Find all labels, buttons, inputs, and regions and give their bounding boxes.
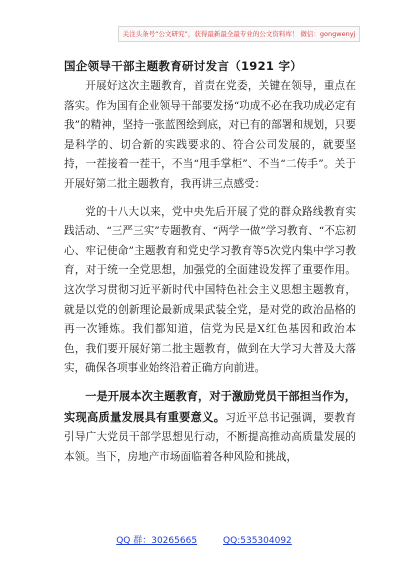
document-body [64,77,356,467]
paragraph-text: 开展好这次主题教育，首责在党委，关键在领导，重点在落实。作为国有企业领导干部要发扬“功成不必在我功成必定有我”的精神，坚持一张蓝图绘到底，对已有的部署和规划，只要是科学的、切合新的实践要求的、符合公司发展的，就要坚持，一茬接着一茬干，不当“甩手掌柜”、不当“二传手”。关于开展好第二批主题教育，我再讲三点感受： [64,80,356,190]
paragraph-point-one [64,387,356,467]
document-title: 国企领导干部主题教育研讨发言（1921 字） [64,59,303,73]
promo-banner: 关注头条号“公文研究”，获得最新最全最专业的公文资料库！ 微信：gongwenyj [118,26,360,42]
paragraph-lead: 一是开展本次主题教育，对于激励党员干部担当作为，实现高质量发展具有重要意义。 [64,389,356,424]
paragraph-background [64,203,356,379]
paragraph-text: 习近平总书记强调，要教育引导广大党员干部学思想见行动，不断提高推动高质量发展的本领。当下，房地产市场面临着各种风险和挑战， [64,411,356,463]
qq-group-link[interactable]: QQ 群：30265665 [116,536,198,546]
footer-contacts [0,533,408,546]
paragraph-text: 党的十八大以来，党中央先后开展了党的群众路线教育实践活动、“三严三实”专题教育、“两学一做”学习教育、“不忘初心、牢记使命”主题教育和党史学习教育等5次党内集中学习教育，对于统一全党思想，加强党的全面建设发挥了重要作用。这次学习贯彻习近平新时代中国特色社会主义思想主题教育，就是以党的创新理论最新成果武装全党，是对党的政治品格的再一次锤炼。我们都知道，信党为民是X红色基因和政治本色，我们要开展好第二批主题教育，做到在大学习大普及大落实，确保各项事业始终沿着正确方向前进。 [64,205,356,375]
qq-contact-link[interactable]: QQ:535304092 [223,536,292,546]
paragraph-intro [64,77,356,195]
